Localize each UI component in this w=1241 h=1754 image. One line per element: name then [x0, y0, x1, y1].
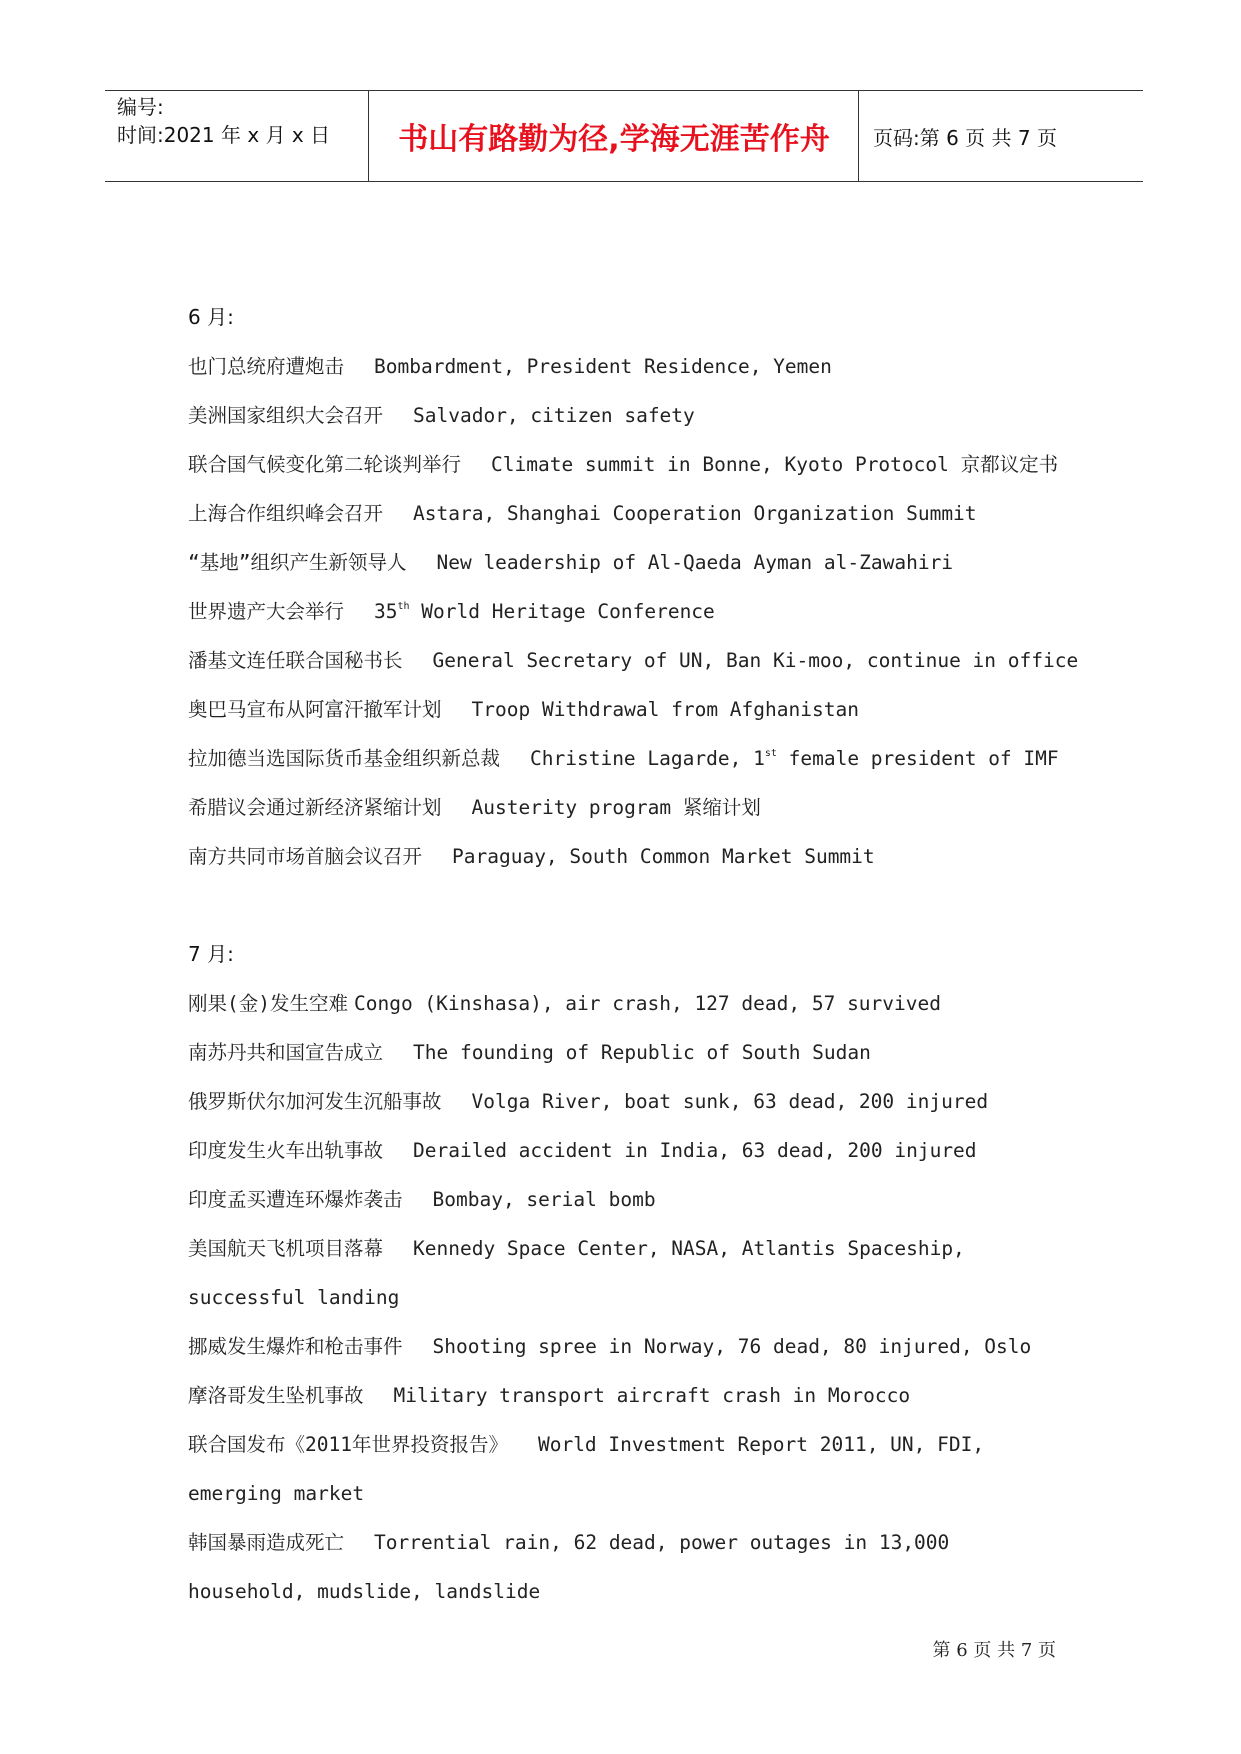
list-item: 潘基文连任联合国秘书长 General Secretary of UN, Ban Ki-moo, continue in office [188, 649, 1079, 672]
list-item: 美国航天飞机项目落幕 Kennedy Space Center, NASA, Atlantis Spaceship, successful landing [188, 1237, 965, 1309]
document-body [188, 293, 1079, 1616]
list-item: 印度发生火车出轨事故 Derailed accident in India, 63 dead, 200 injured [188, 1139, 977, 1162]
list-item: 美洲国家组织大会召开 Salvador, citizen safety [188, 404, 695, 427]
page-footer: 第 6 页 共 7 页 [932, 1640, 1056, 1661]
list-item: 印度孟买遭连环爆炸袭击 Bombay, serial bomb [188, 1188, 656, 1211]
date-line: 时间:2021 年 x 月 x 日 [117, 123, 331, 147]
list-item: 世界遗产大会举行 35th World Heritage Conference [188, 600, 715, 623]
july-heading: 7 月: [188, 942, 234, 966]
july-list [188, 979, 1068, 1616]
page-header [105, 90, 1143, 182]
header-divider [858, 91, 859, 181]
june-heading: 6 月: [188, 305, 234, 329]
list-item: 也门总统府遭炮击 Bombardment, President Residence, Yemen [188, 355, 832, 378]
list-item: 韩国暴雨造成死亡 Torrential rain, 62 dead, power outages in 13,000 household, mudslide, landslide [188, 1531, 950, 1603]
header-motto: 书山有路勤为径,学海无涯苦作舟 [398, 122, 830, 157]
serial-label: 编号: [117, 95, 164, 119]
header-divider [368, 91, 369, 181]
list-item: 俄罗斯伏尔加河发生沉船事故 Volga River, boat sunk, 63 dead, 200 injured [188, 1090, 989, 1113]
list-item: 上海合作组织峰会召开 Astara, Shanghai Cooperation Organization Summit [188, 502, 977, 525]
section-gap [188, 881, 1068, 930]
list-item: 拉加德当选国际货币基金组织新总裁 Christine Lagarde, 1st female president of IMF [188, 747, 1059, 770]
june-list [188, 342, 1079, 881]
header-page-number: 页码:第 6 页 共 7 页 [873, 125, 1057, 150]
header-meta [117, 93, 330, 149]
list-item: 希腊议会通过新经济紧缩计划 Austerity program 紧缩计划 [188, 796, 761, 819]
list-item: 南苏丹共和国宣告成立 The founding of Republic of South Sudan [188, 1041, 871, 1064]
list-item: “基地”组织产生新领导人 New leadership of Al-Qaeda Ayman al-Zawahiri [188, 551, 954, 574]
list-item: 摩洛哥发生坠机事故 Military transport aircraft crash in Morocco [188, 1384, 911, 1407]
list-item: 奥巴马宣布从阿富汗撤军计划 Troop Withdrawal from Afghanistan [188, 698, 859, 721]
list-item: 南方共同市场首脑会议召开 Paraguay, South Common Market Summit [188, 845, 875, 868]
list-item: 联合国气候变化第二轮谈判举行 Climate summit in Bonne, Kyoto Protocol 京都议定书 [188, 453, 1059, 476]
list-item: 刚果(金)发生空难 Congo (Kinshasa), air crash, 127 dead, 57 survived [188, 992, 941, 1015]
list-item: 联合国发布《2011年世界投资报告》 World Investment Report 2011, UN, FDI, emerging market [188, 1433, 985, 1505]
list-item: 挪威发生爆炸和枪击事件 Shooting spree in Norway, 76 dead, 80 injured, Oslo [188, 1335, 1032, 1358]
